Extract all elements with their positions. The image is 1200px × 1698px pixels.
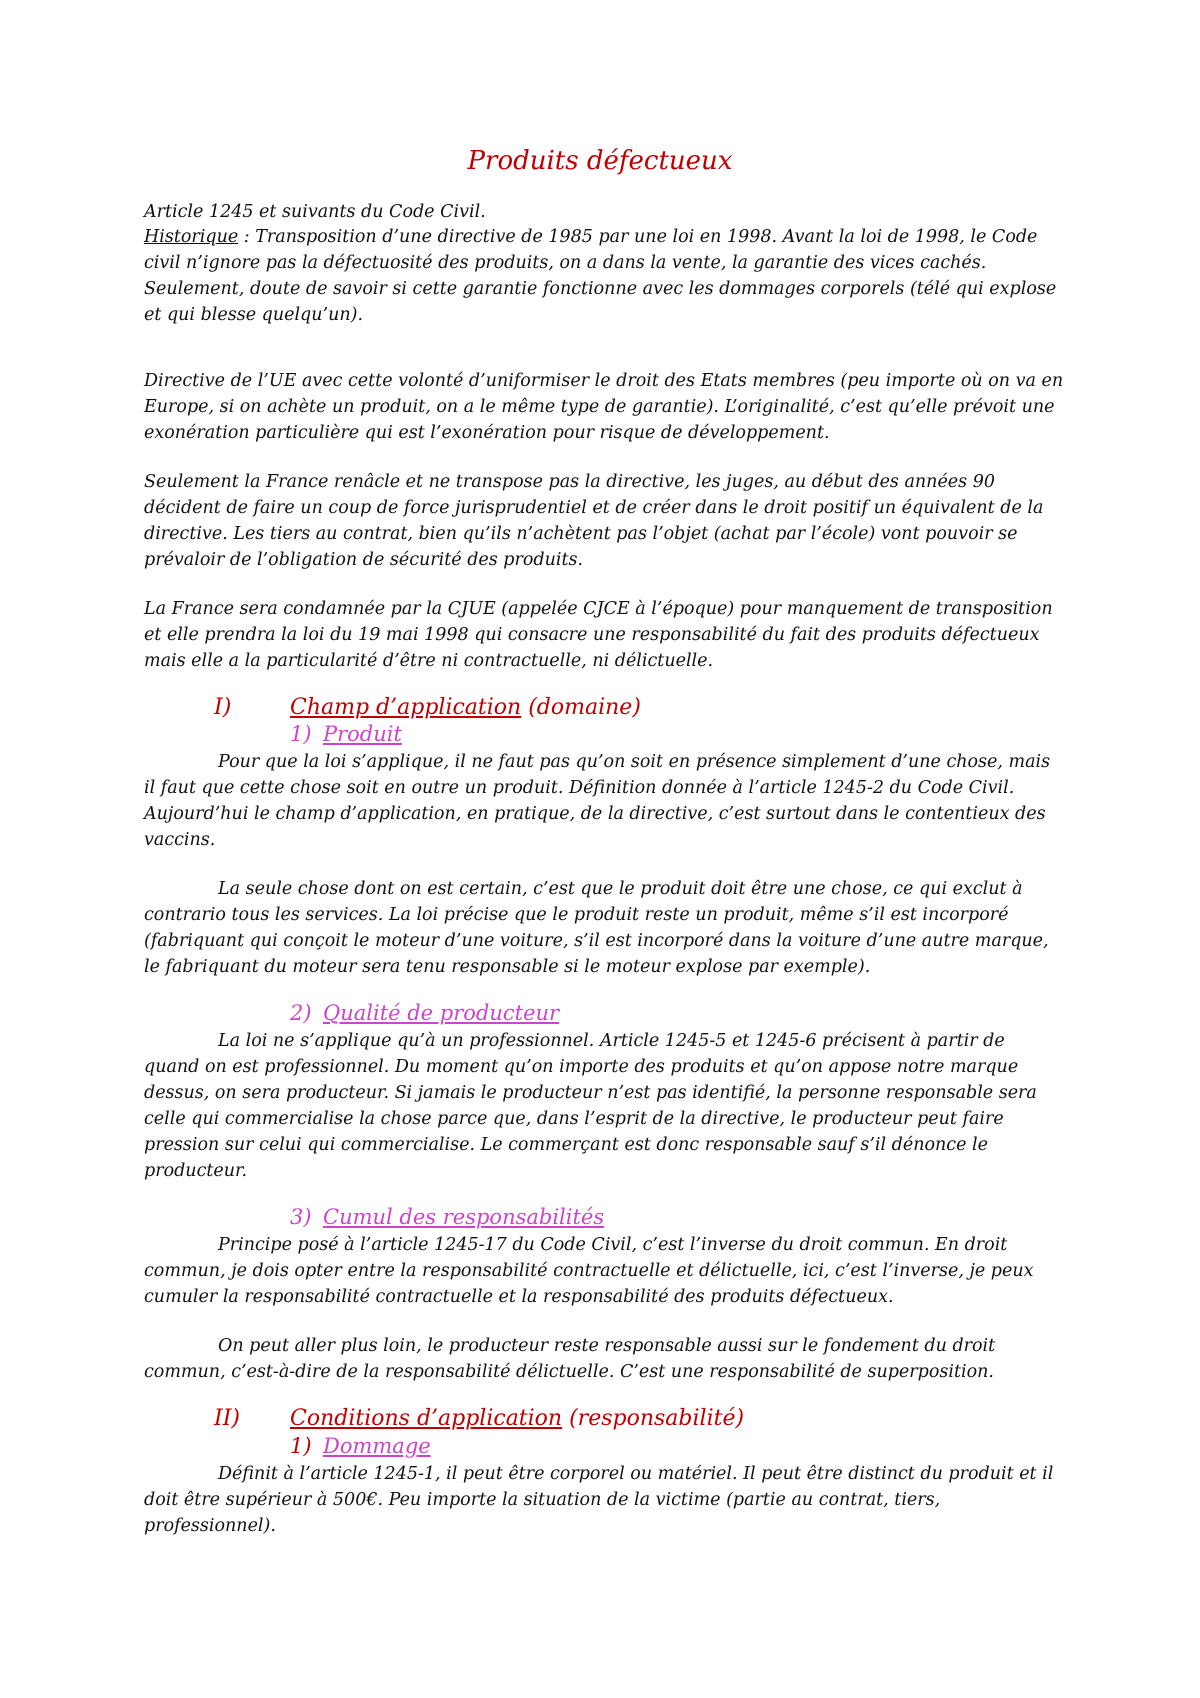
subsection-2-1-title: Dommage <box>323 1434 431 1458</box>
cumul-paragraph-1: Principe posé à l’article 1245-17 du Code Civil, c’est l’inverse du droit commun. En droit commun, je dois opter entre la responsabilité contractuelle et délictuelle, ici, c’est l’inverse, je peux cumuler la responsabilité contractuelle et la responsabilité des produits défectueux. <box>144 1235 1034 1307</box>
section-1-title-wrap <box>290 694 641 722</box>
intro-line: Article 1245 et suivants du Code Civil. <box>144 202 486 222</box>
section-2-number: II) <box>214 1406 240 1431</box>
directive-paragraph: Directive de l’UE avec cette volonté d’uniformiser le droit des Etats membres (peu importe où on va en Europe, si on achète un produit, on a le même type de garantie). L’originalité, c’est qu’elle prévoit une exonération particulière qui est l’exonération pour risque de développement. <box>144 371 1064 443</box>
historique-text: : Transposition d’une directive de 1985 par une loi en 1998. Avant la loi de 1998, le Code civil n’ignore pas la défectuosité des produits, on a dans la vente, la garantie des vices cachés. Seulement, doute de savoir si cette garantie fonctionne avec les dommages corporels (télé qui explose et qui blesse quelqu’un). <box>144 227 1057 325</box>
dommage-paragraph: Définit à l’article 1245-1, il peut être corporel ou matériel. Il peut être distinct du produit et il doit être supérieur à 500€. Peu importe la situation de la victime (partie au contrat, tiers, professionnel). <box>144 1464 1054 1536</box>
producteur-paragraph: La loi ne s’applique qu’à un professionnel. Article 1245-5 et 1245-6 précisent à partir de quand on est professionnel. Du moment qu’on importe des produits et qu’on appose notre marque dessus, on sera producteur. Si jamais le producteur n’est pas identifié, la personne responsable sera celle qui commercialise la chose parce que, dans l’esprit de la directive, le producteur peut faire pression sur celui qui commercialise. Le commerçant est donc responsable sauf s’il dénonce le producteur. <box>144 1031 1037 1181</box>
france-paragraph: Seulement la France renâcle et ne transpose pas la directive, les juges, au début des années 90 décident de faire un coup de force jurisprudentiel et de créer dans le droit positif un équivalent de la directive. Les tiers au contrat, bien qu’ils n’achètent pas l’objet (achat par l’école) vont pouvoir se prévaloir de l’obligation de sécurité des produits. <box>144 472 1044 570</box>
produit-paragraph-1: Pour que la loi s’applique, il ne faut pas qu’on soit en présence simplement d’une chose, mais il faut que cette chose soit en outre un produit. Définition donnée à l’article 1245-2 du Code Civil. Aujourd’hui le champ d’application, en pratique, de la directive, c’est surtout dans le contentieux des vaccins. <box>144 752 1051 850</box>
historique-paragraph <box>144 224 1064 328</box>
section-2-subtitle: (responsabilité) <box>562 1406 745 1431</box>
subsection-1-3-number: 3) <box>290 1205 312 1229</box>
cjue-paragraph: La France sera condamnée par la CJUE (appelée CJCE à l’époque) pour manquement de transposition et elle prendra la loi du 19 mai 1998 qui consacre une responsabilité du fait des produits défectueux mais elle a la particularité d’être ni contractuelle, ni délictuelle. <box>144 599 1053 671</box>
section-1-number: I) <box>214 695 232 720</box>
subsection-1-3-title: Cumul des responsabilités <box>323 1205 605 1229</box>
subsection-2-1-number: 1) <box>290 1434 312 1458</box>
subsection-1-1-title: Produit <box>323 722 402 746</box>
cumul-paragraph-2: On peut aller plus loin, le producteur reste responsable aussi sur le fondement du droit commun, c’est-à-dire de la responsabilité délictuelle. C’est une responsabilité de superposition. <box>144 1336 996 1382</box>
produit-paragraph-2: La seule chose dont on est certain, c’est que le produit doit être une chose, ce qui exclut à contrario tous les services. La loi précise que le produit reste un produit, même s’il est incorporé (fabriquant qui conçoit le moteur d’une voiture, s’il est incorporé dans la voiture d’une autre marque, le fabriquant du moteur sera tenu responsable si le moteur explose par exemple). <box>144 879 1049 977</box>
section-1-subtitle: (domaine) <box>521 695 641 720</box>
historique-label: Historique <box>144 227 239 247</box>
subsection-1-2-number: 2) <box>290 1001 312 1025</box>
section-2-title: Conditions d’application <box>290 1406 563 1431</box>
section-1-title: Champ d’application <box>290 695 522 720</box>
subsection-1-2-title: Qualité de producteur <box>323 1001 560 1025</box>
subsection-1-1-number: 1) <box>290 722 312 746</box>
page-title: Produits défectueux <box>467 146 733 176</box>
section-2-title-wrap <box>290 1405 744 1433</box>
